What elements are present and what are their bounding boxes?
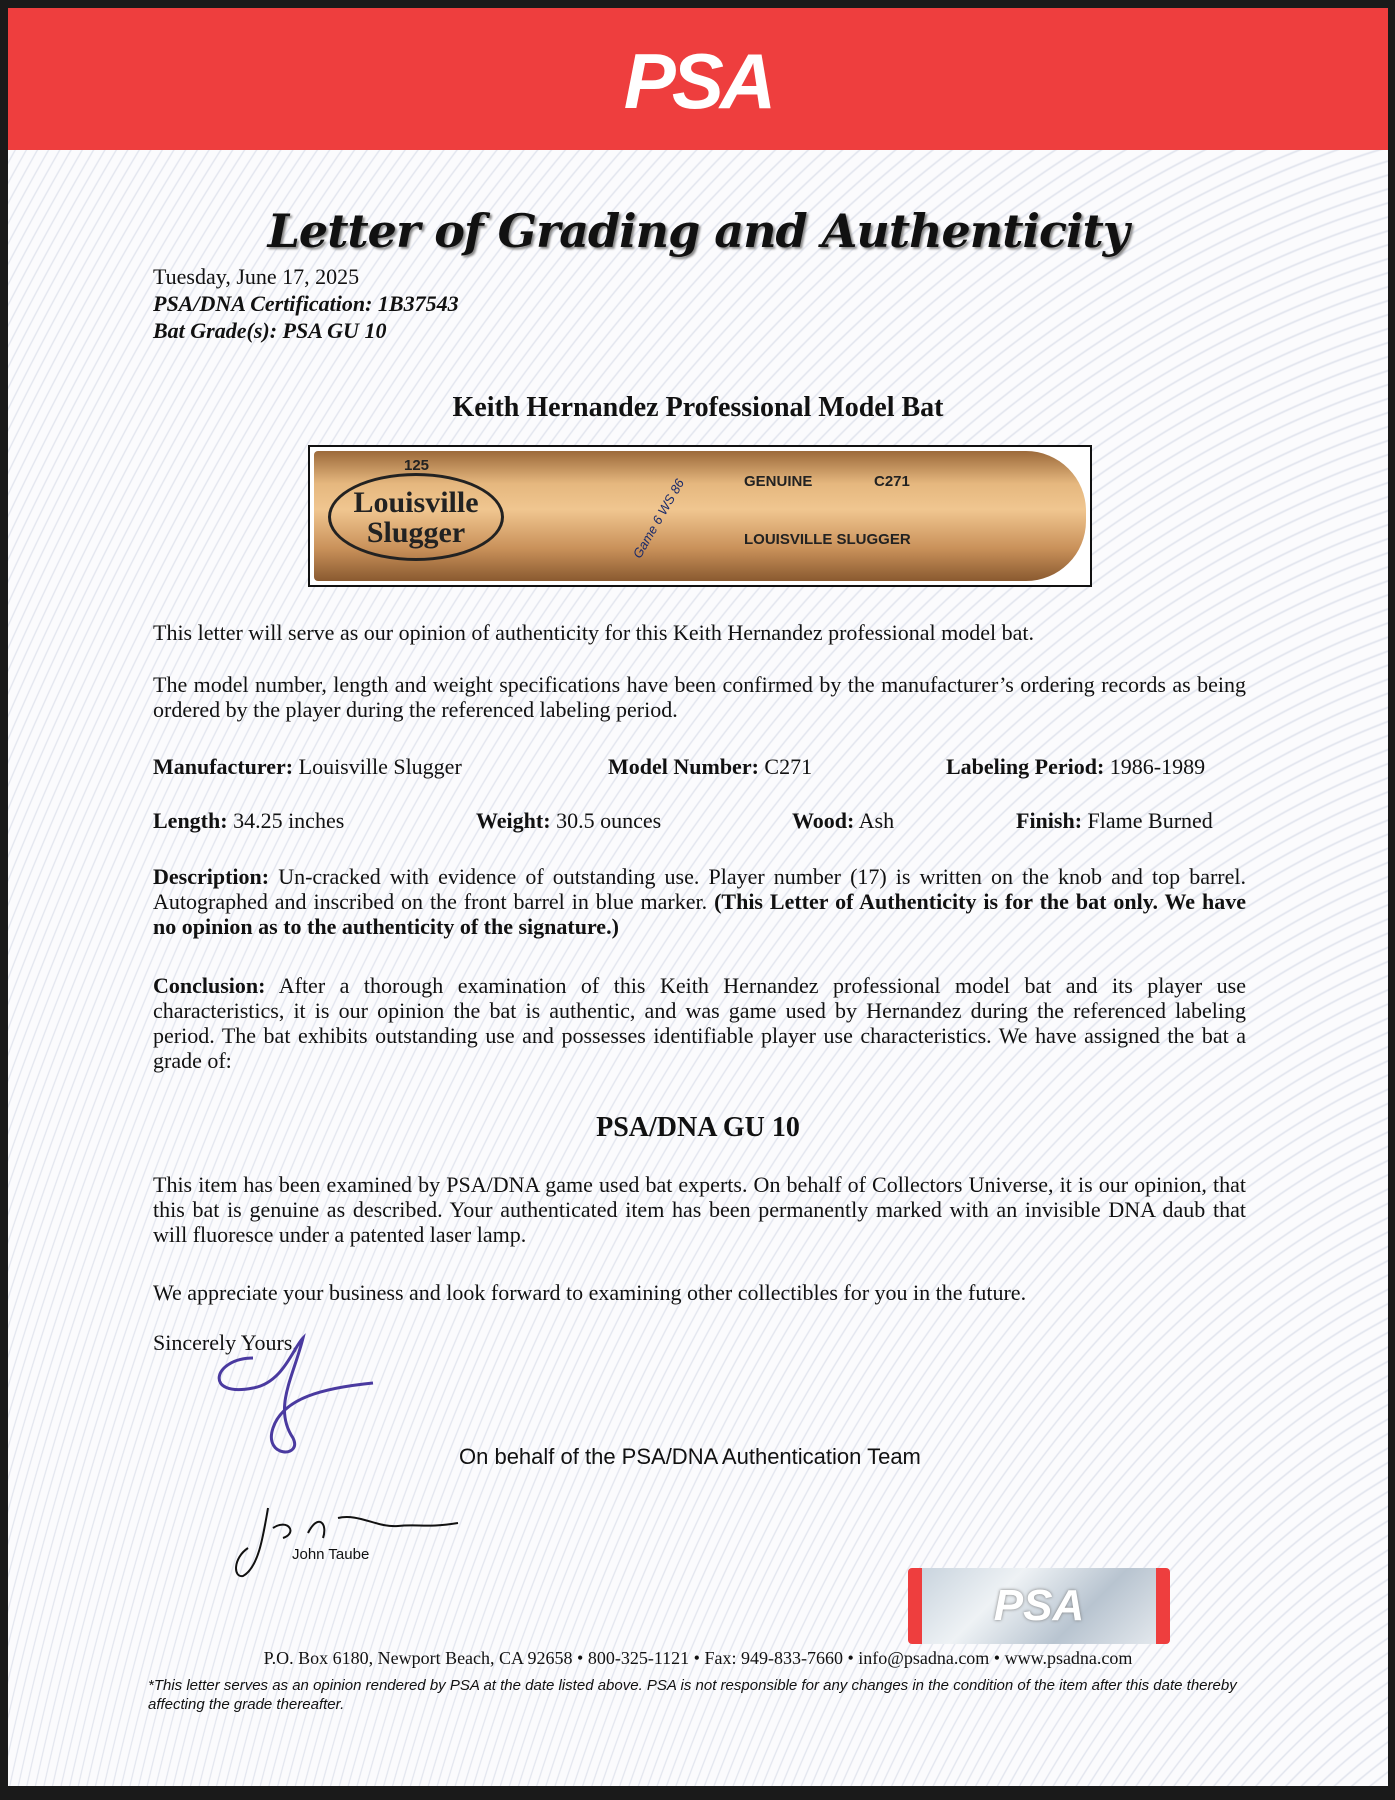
spec-weight: Weight: 30.5 ounces <box>476 808 662 833</box>
bat-photo <box>308 445 1092 587</box>
letter-page <box>8 8 1388 1786</box>
psa-hologram: PSA <box>908 1568 1170 1644</box>
appreciate-paragraph: We appreciate your business and look forward to examining other collectibles for you in the future. <box>153 1280 1027 1305</box>
on-behalf-text: On behalf of the PSA/DNA Authentication Team <box>459 1444 921 1469</box>
letter-title: Letter of Grading and Authenticity <box>267 204 1129 258</box>
header-banner <box>8 8 1388 150</box>
disclaimer: *This letter serves as an opinion rendered by PSA at the date listed above. PSA is not responsible for any changes in the condition of the item after this date thereby affecting the grade thereafter. <box>148 1677 1237 1713</box>
intro-paragraph: This letter will serve as our opinion of authenticity for this Keith Hernandez professional model bat. <box>153 620 1034 645</box>
description-paragraph: Description: Un-cracked with evidence of outstanding use. Player number (17) is written on the knob and top barrel. Autographed and inscribed on the front barrel in blue marker. (This Letter of Authenticity is for the bat only. We have no opinion as to the authenticity of the signature.) <box>153 864 1247 939</box>
bat-num: 125 <box>404 457 430 474</box>
spec-length: Length: 34.25 inches <box>153 808 345 833</box>
closing: Sincerely Yours, <box>153 1330 298 1355</box>
letter-meta <box>153 263 459 344</box>
address-line: P.O. Box 6180, Newport Beach, CA 92658 • 800-325-1121 • Fax: 949-833-7660 • info@psadna.com • www.psadna.com <box>263 1648 1133 1668</box>
spec-finish: Finish: Flame Burned <box>1016 808 1213 833</box>
spec-wood: Wood: Ash <box>792 808 895 833</box>
psa-logo: PSA <box>623 37 773 125</box>
item-title: Keith Hernandez Professional Model Bat <box>452 392 944 423</box>
bat-grade: Bat Grade(s): PSA GU 10 <box>153 318 387 343</box>
certification-number: PSA/DNA Certification: 1B37543 <box>153 291 459 316</box>
bat-genuine-stamp: GENUINE <box>744 473 813 490</box>
spec-period: Labeling Period: 1986-1989 <box>946 754 1206 779</box>
examined-paragraph: This item has been examined by PSA/DNA game used bat experts. On behalf of Collectors Universe, it is our opinion, that this bat is genuine as described. Your authenticated item has been permanently marked with an invisible DNA daub that will fluoresce under a patented laser lamp. <box>153 1172 1246 1247</box>
louisville-slugger-logo: Louisville Slugger <box>328 473 504 561</box>
signer-name: John Taube <box>292 1546 370 1563</box>
bat-model-stamp: C271 <box>874 473 910 490</box>
conclusion-paragraph: Conclusion: After a thorough examination of this Keith Hernandez professional model bat and its player use characteristics, it is our opinion the bat is authentic, and was game used by Hernandez during the referenced labeling period. The bat exhibits outstanding use and possesses identifiable player use characteristics. We have assigned the bat a grade of: <box>153 973 1246 1073</box>
taube-signature <box>228 1498 468 1588</box>
spec-model: Model Number: C271 <box>608 754 813 779</box>
confirm-paragraph: The model number, length and weight specifications have been confirmed by the manufacturer’s ordering records as being ordered by the player during the referenced labeling period. <box>153 672 1246 722</box>
spec-manufacturer: Manufacturer: Louisville Slugger <box>153 754 462 779</box>
final-grade: PSA/DNA GU 10 <box>596 1112 800 1143</box>
signature-image <box>193 1328 393 1468</box>
bat-inscription: Game 6 WS 86 <box>629 476 688 561</box>
letter-date: Tuesday, June 17, 2025 <box>153 264 360 289</box>
bat-brand-stamp: LOUISVILLE SLUGGER <box>744 531 911 548</box>
